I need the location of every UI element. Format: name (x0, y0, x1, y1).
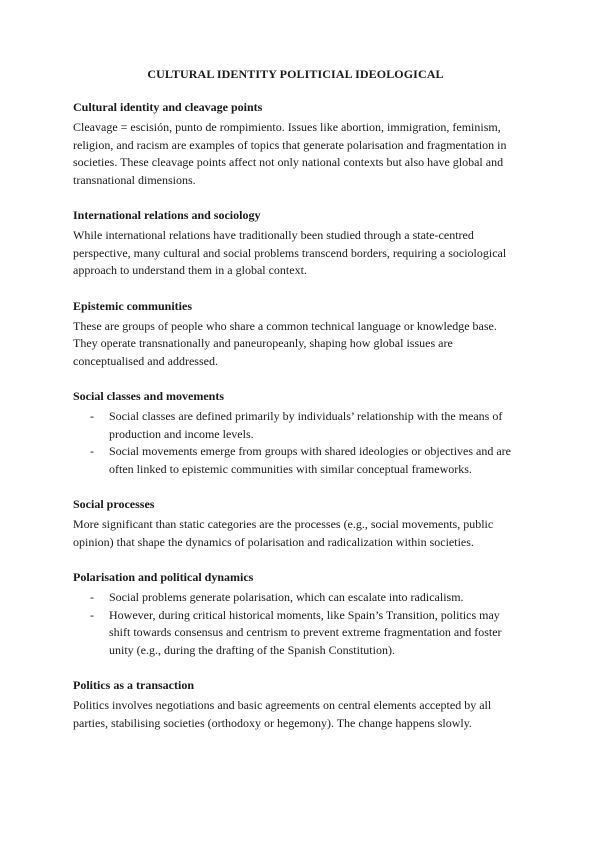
section-paragraph: Politics involves negotiations and basic agreements on central elements accepted by all parties, stabilising societies (orthodoxy or hegemony). The change happens slowly. (73, 698, 492, 730)
bullet-dash: - (90, 590, 94, 604)
section-heading: Social classes and movements (73, 389, 224, 403)
section-social-classes (73, 388, 518, 478)
section-heading: Epistemic communities (73, 298, 192, 313)
section-heading: Cultural identity and cleavage points (73, 100, 263, 114)
bullet-dash: - (90, 444, 94, 458)
section-epistemic-communities (73, 298, 518, 371)
section-paragraph: Cleavage = escisión, punto de rompimiento. Issues like abortion, immigration, feminism, religion, and racism are examples of topics that generate polarisation and fragmentation in societies. These cleavage points affect not only national contexts but also have global and transnational dimensions. (73, 120, 507, 187)
bullet-text: Social problems generate polarisation, which can escalate into radicalism. (109, 590, 464, 604)
bullet-item (73, 589, 518, 607)
section-social-processes (73, 496, 518, 551)
bullet-text: Social movements emerge from groups with shared ideologies or objectives and are often linked to epistemic communities with similar conceptual frameworks. (109, 444, 511, 476)
section-international-relations (73, 207, 518, 280)
section-paragraph: While international relations have traditionally been studied through a state-centred perspective, many cultural and social problems transcend borders, requiring a sociological approach to understand them in a global context. (73, 228, 507, 277)
section-heading: Politics as a transaction (73, 678, 194, 692)
section-politics-transaction (73, 677, 518, 732)
section-heading: Social processes (73, 497, 155, 511)
bullet-dash: - (90, 607, 94, 622)
bullet-text: Social classes are defined primarily by individuals’ relationship with the means of production and income levels. (109, 409, 503, 441)
bullet-dash: - (90, 409, 94, 423)
section-cultural-identity (73, 99, 518, 189)
section-polarisation (73, 569, 518, 659)
bullet-text: However, during critical historical moments, like Spain’s Transition, politics may shift towards consensus and centrism to prevent extreme fragmentation and foster unity (e.g., during the drafting of the Spanish Constitution). (109, 607, 502, 657)
section-paragraph: More significant than static categories are the processes (e.g., social movements, public opinion) that shape the dynamics of polarisation and radicalization within societies. (73, 517, 494, 549)
document-title: CULTURAL IDENTITY POLITICIAL IDEOLOGICAL (147, 67, 444, 81)
bullet-list (73, 408, 518, 478)
section-heading: International relations and sociology (73, 208, 261, 222)
bullet-list (73, 589, 518, 659)
bullet-item (73, 607, 518, 660)
section-paragraph: These are groups of people who share a common technical language or knowledge base. They operate transnationally and paneuropeanly, shaping how global issues are conceptualised and addressed. (73, 318, 497, 368)
bullet-item (73, 408, 518, 443)
document-page (73, 66, 518, 750)
bullet-item (73, 443, 518, 478)
section-heading: Polarisation and political dynamics (73, 570, 254, 584)
